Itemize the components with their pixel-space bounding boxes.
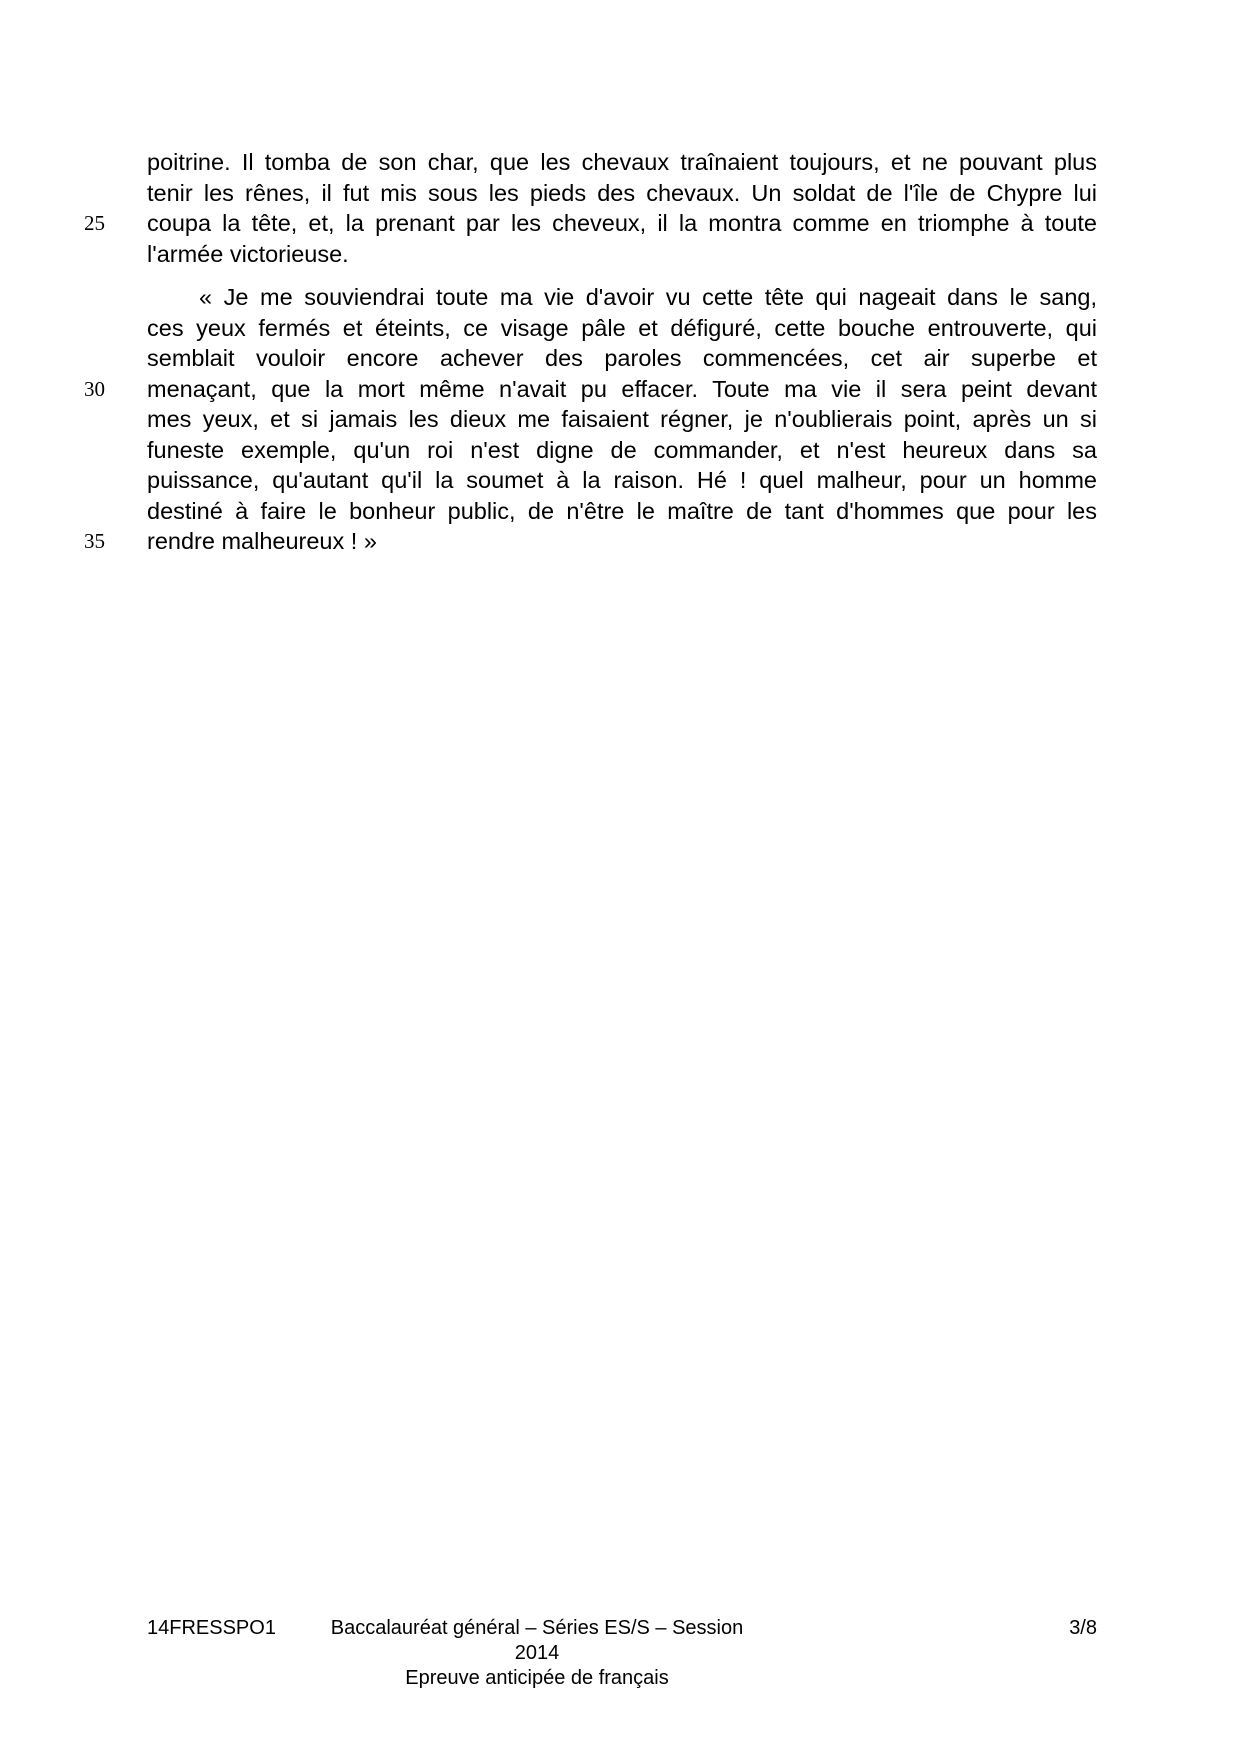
- line-number: 30: [84, 376, 105, 401]
- text-line: funeste exemple, qu'un roi n'est digne de commander, et n'est heureux dans sa: [147, 436, 1097, 463]
- line-number: 35: [84, 529, 105, 553]
- text-line: poitrine. Il tomba de son char, que les chevaux traînaient toujours, et ne pouvant plus: [147, 149, 1097, 175]
- line-number: 25: [84, 211, 105, 235]
- paragraph-spacer: [147, 269, 1097, 282]
- text-line: puissance, qu'autant qu'il la soumet à la raison. Hé ! quel malheur, pour un homme: [147, 467, 1097, 493]
- text-line: 35 rendre malheureux ! »: [147, 526, 1097, 557]
- text-line: mes yeux, et si jamais les dieux me faisaient régner, je n'oublierais point, après un si: [147, 406, 1097, 432]
- excerpt-text: [84, 147, 1097, 557]
- exam-title: [307, 1616, 767, 1691]
- text-line: 30 menaçant, que la mort même n'avait pu effacer. Toute ma vie il sera peint devant: [147, 374, 1097, 405]
- text-line: semblait vouloir encore achever des paroles commencées, cet air superbe et: [147, 345, 1097, 371]
- exam-title-line-2: Epreuve anticipée de français: [405, 1667, 669, 1689]
- text-line: 25 coupa la tête, et, la prenant par les cheveux, il la montra comme en triomphe à toute: [147, 208, 1097, 239]
- paragraph-1: [84, 147, 1097, 269]
- text-line: tenir les rênes, il fut mis sous les pieds des chevaux. Un soldat de l'île de Chypre lui: [147, 179, 1097, 206]
- text-line: ces yeux fermés et éteints, ce visage pâle et défiguré, cette bouche entrouverte, qui: [147, 314, 1097, 341]
- paragraph-2: [84, 282, 1097, 557]
- text-line: l'armée victorieuse.: [147, 240, 349, 267]
- text-line: destiné à faire le bonheur public, de n'être le maître de tant d'hommes que pour les: [147, 497, 1097, 524]
- exam-title-line-1: Baccalauréat général – Séries ES/S – Session 2014: [330, 1617, 744, 1664]
- subject-code: 14FRESSPO1: [147, 1617, 276, 1639]
- page-number: 3/8: [1069, 1617, 1097, 1639]
- text-line: « Je me souviendrai toute ma vie d'avoir vu cette tête qui nageait dans le sang,: [199, 284, 1097, 310]
